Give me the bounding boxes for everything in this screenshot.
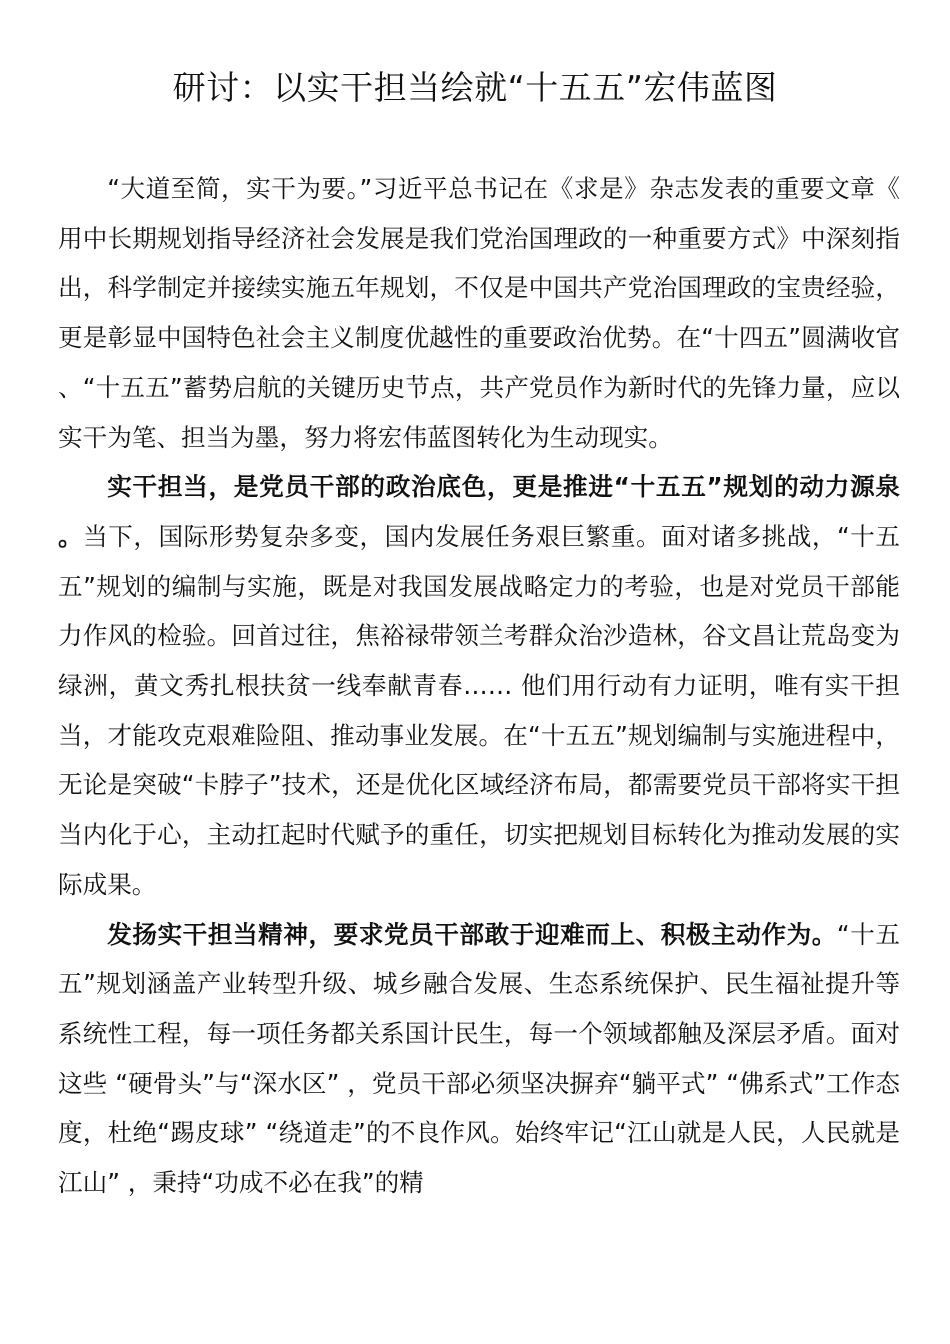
paragraph-take-initiative: [58, 910, 900, 1208]
paragraph-text: “大道至简，实干为要。”习近平总书记在《求是》杂志发表的重要文章《用中长期规划指导经济社会发展是我们党治国理政的一种重要方式》中深刻指出，科学制定并接续实施五年规划，不仅是中国共产党治国理政的宝贵经验，更是彰显中国特色社会主义制度优越性的重要政治优势。在“十四五”圆满收官、“十五五”蓄势启航的关键历史节点，共产党员作为新时代的先锋力量，应以实干为笔、担当为墨，努力将宏伟蓝图转化为生动现实。: [58, 174, 900, 452]
document-body: [58, 164, 900, 1208]
paragraph-political-foundation: [58, 462, 900, 909]
paragraph-text: 当下，国际形势复杂多变，国内发展任务艰巨繁重。面对诸多挑战，“十五五”规划的编制与实施，既是对我国发展战略定力的考验，也是对党员干部能力作风的检验。回首过往，焦裕禄带领兰考群众治沙造林，谷文昌让荒岛变为绿洲，黄文秀扎根扶贫一线奉献青春…… 他们用行动有力证明，唯有实干担当，才能攻克艰难险阻、推动事业发展。在“十五五”规划编制与实施进程中，无论是突破“卡脖子”技术，还是优化区域经济布局，都需要党员干部将实干担当内化于心，主动扛起时代赋予的重任，切实把规划目标转化为推动发展的实际成果。: [58, 521, 900, 899]
paragraph-lead: 发扬实干担当精神，要求党员干部敢于迎难而上、积极主动作为。: [107, 919, 837, 949]
document-title: 研讨：以实干担当绘就“十五五”宏伟蓝图: [172, 68, 778, 107]
paragraph-text: “十五五”规划涵盖产业转型升级、城乡融合发展、生态系统保护、民生福祉提升等系统性工程，每一项任务都关系国计民生，每一个领域都触及深层矛盾。面对这些 “硬骨头”与“深水区” ，党员干部必须坚决摒弃“躺平式” “佛系式”工作态度，杜绝“踢皮球” “绕道走”的不良作风。始终牢记“江山就是人民，人民就是江山” ，秉持“功成不必在我”的精: [58, 919, 900, 1198]
paragraph-lead: 实干担当，是党员干部的政治底色，更是推进“十五五”规划的动力源泉。: [58, 472, 900, 551]
paragraph-intro: [58, 164, 900, 462]
